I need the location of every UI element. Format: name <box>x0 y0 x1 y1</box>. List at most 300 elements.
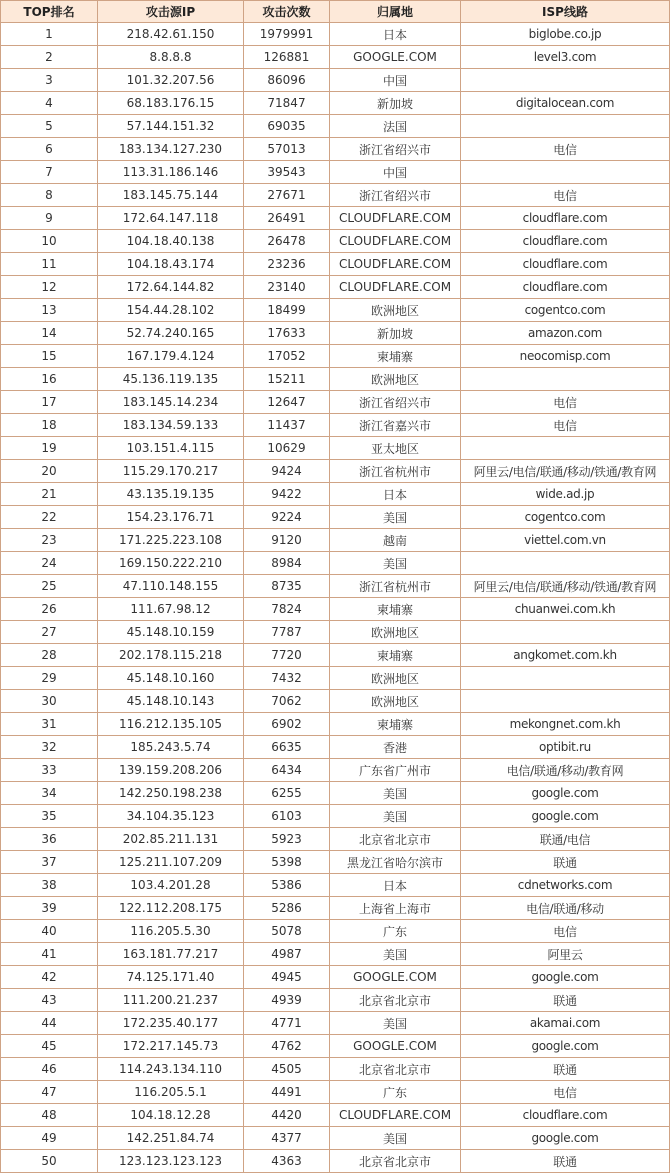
isp-cell: google.com <box>461 1127 670 1150</box>
attack-count-cell: 5286 <box>244 897 330 920</box>
header-isp: ISP线路 <box>461 1 670 23</box>
rank-cell: 24 <box>1 552 98 575</box>
rank-cell: 36 <box>1 828 98 851</box>
location-cell: 广东省广州市 <box>330 759 461 782</box>
location-cell: 日本 <box>330 874 461 897</box>
source-ip-cell: 218.42.61.150 <box>98 23 244 46</box>
table-row <box>1 644 670 667</box>
location-cell: 亚太地区 <box>330 437 461 460</box>
rank-cell: 22 <box>1 506 98 529</box>
location-cell: 中国 <box>330 69 461 92</box>
source-ip-cell: 172.64.144.82 <box>98 276 244 299</box>
location-cell: 日本 <box>330 483 461 506</box>
source-ip-cell: 142.250.198.238 <box>98 782 244 805</box>
source-ip-cell: 202.85.211.131 <box>98 828 244 851</box>
table-row <box>1 483 670 506</box>
rank-cell: 49 <box>1 1127 98 1150</box>
rank-cell: 43 <box>1 989 98 1012</box>
source-ip-cell: 45.148.10.159 <box>98 621 244 644</box>
header-rank: TOP排名 <box>1 1 98 23</box>
attack-count-cell: 9120 <box>244 529 330 552</box>
table-row <box>1 1081 670 1104</box>
location-cell: 美国 <box>330 782 461 805</box>
header-attack-count: 攻击次数 <box>244 1 330 23</box>
isp-cell: 联通 <box>461 1150 670 1173</box>
attack-count-cell: 17633 <box>244 322 330 345</box>
attack-count-cell: 9422 <box>244 483 330 506</box>
source-ip-cell: 8.8.8.8 <box>98 46 244 69</box>
table-row <box>1 115 670 138</box>
source-ip-cell: 167.179.4.124 <box>98 345 244 368</box>
attack-count-cell: 17052 <box>244 345 330 368</box>
isp-cell: akamai.com <box>461 1012 670 1035</box>
source-ip-cell: 154.23.176.71 <box>98 506 244 529</box>
table-row <box>1 759 670 782</box>
attack-count-cell: 4945 <box>244 966 330 989</box>
location-cell: 北京省北京市 <box>330 828 461 851</box>
table-row <box>1 69 670 92</box>
rank-cell: 44 <box>1 1012 98 1035</box>
rank-cell: 37 <box>1 851 98 874</box>
table-row <box>1 253 670 276</box>
table-row <box>1 1058 670 1081</box>
rank-cell: 1 <box>1 23 98 46</box>
rank-cell: 38 <box>1 874 98 897</box>
table-row <box>1 1150 670 1173</box>
source-ip-cell: 116.205.5.30 <box>98 920 244 943</box>
source-ip-cell: 183.145.14.234 <box>98 391 244 414</box>
table-row <box>1 184 670 207</box>
location-cell: 浙江省嘉兴市 <box>330 414 461 437</box>
rank-cell: 4 <box>1 92 98 115</box>
location-cell: 柬埔寨 <box>330 598 461 621</box>
source-ip-cell: 111.200.21.237 <box>98 989 244 1012</box>
rank-cell: 5 <box>1 115 98 138</box>
table-row <box>1 368 670 391</box>
isp-cell <box>461 621 670 644</box>
isp-cell <box>461 368 670 391</box>
attack-count-cell: 26478 <box>244 230 330 253</box>
source-ip-cell: 183.134.59.133 <box>98 414 244 437</box>
isp-cell: viettel.com.vn <box>461 529 670 552</box>
isp-cell: google.com <box>461 782 670 805</box>
rank-cell: 20 <box>1 460 98 483</box>
location-cell: 新加坡 <box>330 92 461 115</box>
source-ip-cell: 104.18.40.138 <box>98 230 244 253</box>
table-row <box>1 1035 670 1058</box>
isp-cell: 电信 <box>461 138 670 161</box>
rank-cell: 34 <box>1 782 98 805</box>
attack-count-cell: 5398 <box>244 851 330 874</box>
table-row <box>1 230 670 253</box>
isp-cell: 阿里云/电信/联通/移动/铁通/教育网 <box>461 460 670 483</box>
isp-cell: cloudflare.com <box>461 230 670 253</box>
rank-cell: 35 <box>1 805 98 828</box>
location-cell: 欧洲地区 <box>330 667 461 690</box>
isp-cell: digitalocean.com <box>461 92 670 115</box>
isp-cell: 电信 <box>461 184 670 207</box>
table-row <box>1 529 670 552</box>
table-row <box>1 322 670 345</box>
location-cell: 柬埔寨 <box>330 713 461 736</box>
source-ip-cell: 74.125.171.40 <box>98 966 244 989</box>
rank-cell: 21 <box>1 483 98 506</box>
table-row <box>1 506 670 529</box>
rank-cell: 10 <box>1 230 98 253</box>
location-cell: CLOUDFLARE.COM <box>330 230 461 253</box>
isp-cell: 联通 <box>461 989 670 1012</box>
location-cell: 浙江省绍兴市 <box>330 184 461 207</box>
isp-cell: cloudflare.com <box>461 207 670 230</box>
rank-cell: 13 <box>1 299 98 322</box>
source-ip-cell: 45.148.10.143 <box>98 690 244 713</box>
attack-count-cell: 4377 <box>244 1127 330 1150</box>
table-row <box>1 736 670 759</box>
source-ip-cell: 115.29.170.217 <box>98 460 244 483</box>
table-row <box>1 1127 670 1150</box>
attack-count-cell: 5078 <box>244 920 330 943</box>
isp-cell: 电信 <box>461 391 670 414</box>
source-ip-cell: 45.136.119.135 <box>98 368 244 391</box>
attack-count-cell: 10629 <box>244 437 330 460</box>
table-row <box>1 713 670 736</box>
attack-count-cell: 11437 <box>244 414 330 437</box>
table-row <box>1 1012 670 1035</box>
source-ip-cell: 172.235.40.177 <box>98 1012 244 1035</box>
source-ip-cell: 45.148.10.160 <box>98 667 244 690</box>
rank-cell: 45 <box>1 1035 98 1058</box>
attack-count-cell: 7720 <box>244 644 330 667</box>
attack-count-cell: 6434 <box>244 759 330 782</box>
isp-cell: cloudflare.com <box>461 253 670 276</box>
source-ip-cell: 202.178.115.218 <box>98 644 244 667</box>
rank-cell: 50 <box>1 1150 98 1173</box>
source-ip-cell: 43.135.19.135 <box>98 483 244 506</box>
location-cell: 浙江省绍兴市 <box>330 391 461 414</box>
isp-cell: 联通/电信 <box>461 828 670 851</box>
rank-cell: 47 <box>1 1081 98 1104</box>
location-cell: 北京省北京市 <box>330 1150 461 1173</box>
rank-cell: 29 <box>1 667 98 690</box>
isp-cell: 电信 <box>461 1081 670 1104</box>
attack-count-cell: 7062 <box>244 690 330 713</box>
isp-cell <box>461 437 670 460</box>
source-ip-cell: 101.32.207.56 <box>98 69 244 92</box>
location-cell: 欧洲地区 <box>330 621 461 644</box>
location-cell: 越南 <box>330 529 461 552</box>
attack-count-cell: 18499 <box>244 299 330 322</box>
source-ip-cell: 172.64.147.118 <box>98 207 244 230</box>
isp-cell: cdnetworks.com <box>461 874 670 897</box>
header-source-ip: 攻击源IP <box>98 1 244 23</box>
header-location: 归属地 <box>330 1 461 23</box>
location-cell: CLOUDFLARE.COM <box>330 276 461 299</box>
source-ip-cell: 116.212.135.105 <box>98 713 244 736</box>
table-row <box>1 138 670 161</box>
attack-count-cell: 4987 <box>244 943 330 966</box>
location-cell: 新加坡 <box>330 322 461 345</box>
location-cell: 柬埔寨 <box>330 644 461 667</box>
table-header <box>1 1 670 23</box>
source-ip-cell: 139.159.208.206 <box>98 759 244 782</box>
table-row <box>1 437 670 460</box>
table-row <box>1 575 670 598</box>
source-ip-cell: 172.217.145.73 <box>98 1035 244 1058</box>
isp-cell: cloudflare.com <box>461 276 670 299</box>
table-row <box>1 23 670 46</box>
rank-cell: 26 <box>1 598 98 621</box>
isp-cell: google.com <box>461 805 670 828</box>
location-cell: 日本 <box>330 23 461 46</box>
isp-cell <box>461 69 670 92</box>
location-cell: 美国 <box>330 943 461 966</box>
rank-cell: 46 <box>1 1058 98 1081</box>
source-ip-cell: 57.144.151.32 <box>98 115 244 138</box>
source-ip-cell: 34.104.35.123 <box>98 805 244 828</box>
source-ip-cell: 154.44.28.102 <box>98 299 244 322</box>
attack-count-cell: 4363 <box>244 1150 330 1173</box>
location-cell: 美国 <box>330 552 461 575</box>
location-cell: 欧洲地区 <box>330 690 461 713</box>
source-ip-cell: 142.251.84.74 <box>98 1127 244 1150</box>
attack-count-cell: 69035 <box>244 115 330 138</box>
attack-count-cell: 4939 <box>244 989 330 1012</box>
source-ip-cell: 171.225.223.108 <box>98 529 244 552</box>
isp-cell: 电信 <box>461 414 670 437</box>
table-row <box>1 621 670 644</box>
rank-cell: 2 <box>1 46 98 69</box>
location-cell: 中国 <box>330 161 461 184</box>
location-cell: 香港 <box>330 736 461 759</box>
attack-count-cell: 27671 <box>244 184 330 207</box>
location-cell: GOOGLE.COM <box>330 1035 461 1058</box>
rank-cell: 15 <box>1 345 98 368</box>
header-row <box>1 1 670 23</box>
isp-cell: 联通 <box>461 851 670 874</box>
rank-cell: 40 <box>1 920 98 943</box>
table-row <box>1 667 670 690</box>
attack-count-cell: 6902 <box>244 713 330 736</box>
rank-cell: 33 <box>1 759 98 782</box>
location-cell: 法国 <box>330 115 461 138</box>
source-ip-cell: 183.134.127.230 <box>98 138 244 161</box>
rank-cell: 14 <box>1 322 98 345</box>
isp-cell: 电信 <box>461 920 670 943</box>
attack-count-cell: 126881 <box>244 46 330 69</box>
rank-cell: 8 <box>1 184 98 207</box>
table-body <box>1 23 670 1173</box>
table-row <box>1 460 670 483</box>
source-ip-cell: 123.123.123.123 <box>98 1150 244 1173</box>
isp-cell: cloudflare.com <box>461 1104 670 1127</box>
table-row <box>1 598 670 621</box>
isp-cell <box>461 161 670 184</box>
table-row <box>1 299 670 322</box>
attack-count-cell: 5923 <box>244 828 330 851</box>
attack-count-cell: 23236 <box>244 253 330 276</box>
location-cell: 欧洲地区 <box>330 368 461 391</box>
attack-count-cell: 4762 <box>244 1035 330 1058</box>
rank-cell: 3 <box>1 69 98 92</box>
rank-cell: 6 <box>1 138 98 161</box>
source-ip-cell: 68.183.176.15 <box>98 92 244 115</box>
table-row <box>1 874 670 897</box>
isp-cell: optibit.ru <box>461 736 670 759</box>
location-cell: 美国 <box>330 506 461 529</box>
location-cell: 北京省北京市 <box>330 989 461 1012</box>
location-cell: 北京省北京市 <box>330 1058 461 1081</box>
attack-count-cell: 57013 <box>244 138 330 161</box>
rank-cell: 41 <box>1 943 98 966</box>
isp-cell: google.com <box>461 966 670 989</box>
source-ip-cell: 103.151.4.115 <box>98 437 244 460</box>
source-ip-cell: 111.67.98.12 <box>98 598 244 621</box>
attack-count-cell: 23140 <box>244 276 330 299</box>
isp-cell <box>461 552 670 575</box>
attack-count-cell: 8735 <box>244 575 330 598</box>
rank-cell: 23 <box>1 529 98 552</box>
attack-count-cell: 7432 <box>244 667 330 690</box>
attack-count-cell: 86096 <box>244 69 330 92</box>
attack-count-cell: 15211 <box>244 368 330 391</box>
isp-cell: mekongnet.com.kh <box>461 713 670 736</box>
isp-cell: 电信/联通/移动 <box>461 897 670 920</box>
isp-cell: angkomet.com.kh <box>461 644 670 667</box>
isp-cell: wide.ad.jp <box>461 483 670 506</box>
location-cell: 柬埔寨 <box>330 345 461 368</box>
attack-count-cell: 1979991 <box>244 23 330 46</box>
location-cell: GOOGLE.COM <box>330 966 461 989</box>
isp-cell: neocomisp.com <box>461 345 670 368</box>
attack-count-cell: 6635 <box>244 736 330 759</box>
source-ip-cell: 183.145.75.144 <box>98 184 244 207</box>
attack-count-cell: 4771 <box>244 1012 330 1035</box>
attack-count-cell: 4420 <box>244 1104 330 1127</box>
attack-count-cell: 12647 <box>244 391 330 414</box>
source-ip-cell: 122.112.208.175 <box>98 897 244 920</box>
source-ip-cell: 113.31.186.146 <box>98 161 244 184</box>
location-cell: 广东 <box>330 920 461 943</box>
isp-cell: chuanwei.com.kh <box>461 598 670 621</box>
table-row <box>1 92 670 115</box>
location-cell: GOOGLE.COM <box>330 46 461 69</box>
isp-cell: biglobe.co.jp <box>461 23 670 46</box>
attack-count-cell: 8984 <box>244 552 330 575</box>
attack-count-cell: 7787 <box>244 621 330 644</box>
table-row <box>1 920 670 943</box>
table-row <box>1 391 670 414</box>
rank-cell: 18 <box>1 414 98 437</box>
table-row <box>1 207 670 230</box>
isp-cell <box>461 115 670 138</box>
source-ip-cell: 169.150.222.210 <box>98 552 244 575</box>
rank-cell: 42 <box>1 966 98 989</box>
isp-cell: google.com <box>461 1035 670 1058</box>
attack-count-cell: 26491 <box>244 207 330 230</box>
table-row <box>1 782 670 805</box>
attack-count-cell: 7824 <box>244 598 330 621</box>
attack-count-cell: 9224 <box>244 506 330 529</box>
isp-cell: 阿里云/电信/联通/移动/铁通/教育网 <box>461 575 670 598</box>
table-row <box>1 552 670 575</box>
table-row <box>1 161 670 184</box>
attack-count-cell: 39543 <box>244 161 330 184</box>
attack-count-cell: 71847 <box>244 92 330 115</box>
source-ip-cell: 116.205.5.1 <box>98 1081 244 1104</box>
rank-cell: 27 <box>1 621 98 644</box>
rank-cell: 28 <box>1 644 98 667</box>
attack-count-cell: 6103 <box>244 805 330 828</box>
attack-count-cell: 5386 <box>244 874 330 897</box>
location-cell: CLOUDFLARE.COM <box>330 207 461 230</box>
table-row <box>1 1104 670 1127</box>
isp-cell: 电信/联通/移动/教育网 <box>461 759 670 782</box>
isp-cell: cogentco.com <box>461 299 670 322</box>
rank-cell: 17 <box>1 391 98 414</box>
isp-cell <box>461 667 670 690</box>
table-row <box>1 46 670 69</box>
table-row <box>1 805 670 828</box>
source-ip-cell: 52.74.240.165 <box>98 322 244 345</box>
table-row <box>1 276 670 299</box>
rank-cell: 12 <box>1 276 98 299</box>
rank-cell: 19 <box>1 437 98 460</box>
location-cell: CLOUDFLARE.COM <box>330 253 461 276</box>
source-ip-cell: 125.211.107.209 <box>98 851 244 874</box>
source-ip-cell: 163.181.77.217 <box>98 943 244 966</box>
rank-cell: 39 <box>1 897 98 920</box>
source-ip-cell: 114.243.134.110 <box>98 1058 244 1081</box>
table-row <box>1 897 670 920</box>
source-ip-cell: 185.243.5.74 <box>98 736 244 759</box>
rank-cell: 11 <box>1 253 98 276</box>
rank-cell: 25 <box>1 575 98 598</box>
table-row <box>1 828 670 851</box>
rank-cell: 7 <box>1 161 98 184</box>
location-cell: 美国 <box>330 1012 461 1035</box>
location-cell: 欧洲地区 <box>330 299 461 322</box>
attack-count-cell: 4491 <box>244 1081 330 1104</box>
rank-cell: 9 <box>1 207 98 230</box>
location-cell: CLOUDFLARE.COM <box>330 1104 461 1127</box>
rank-cell: 32 <box>1 736 98 759</box>
rank-cell: 48 <box>1 1104 98 1127</box>
table-row <box>1 989 670 1012</box>
table-row <box>1 345 670 368</box>
location-cell: 广东 <box>330 1081 461 1104</box>
rank-cell: 31 <box>1 713 98 736</box>
location-cell: 浙江省杭州市 <box>330 575 461 598</box>
location-cell: 浙江省杭州市 <box>330 460 461 483</box>
source-ip-cell: 104.18.12.28 <box>98 1104 244 1127</box>
attack-count-cell: 4505 <box>244 1058 330 1081</box>
location-cell: 美国 <box>330 1127 461 1150</box>
isp-cell: amazon.com <box>461 322 670 345</box>
isp-cell: 阿里云 <box>461 943 670 966</box>
source-ip-cell: 47.110.148.155 <box>98 575 244 598</box>
isp-cell: 联通 <box>461 1058 670 1081</box>
attack-count-cell: 9424 <box>244 460 330 483</box>
location-cell: 黑龙江省哈尔滨市 <box>330 851 461 874</box>
location-cell: 美国 <box>330 805 461 828</box>
isp-cell: cogentco.com <box>461 506 670 529</box>
table-row <box>1 690 670 713</box>
attack-count-cell: 6255 <box>244 782 330 805</box>
source-ip-cell: 103.4.201.28 <box>98 874 244 897</box>
source-ip-cell: 104.18.43.174 <box>98 253 244 276</box>
table-row <box>1 943 670 966</box>
rank-cell: 30 <box>1 690 98 713</box>
